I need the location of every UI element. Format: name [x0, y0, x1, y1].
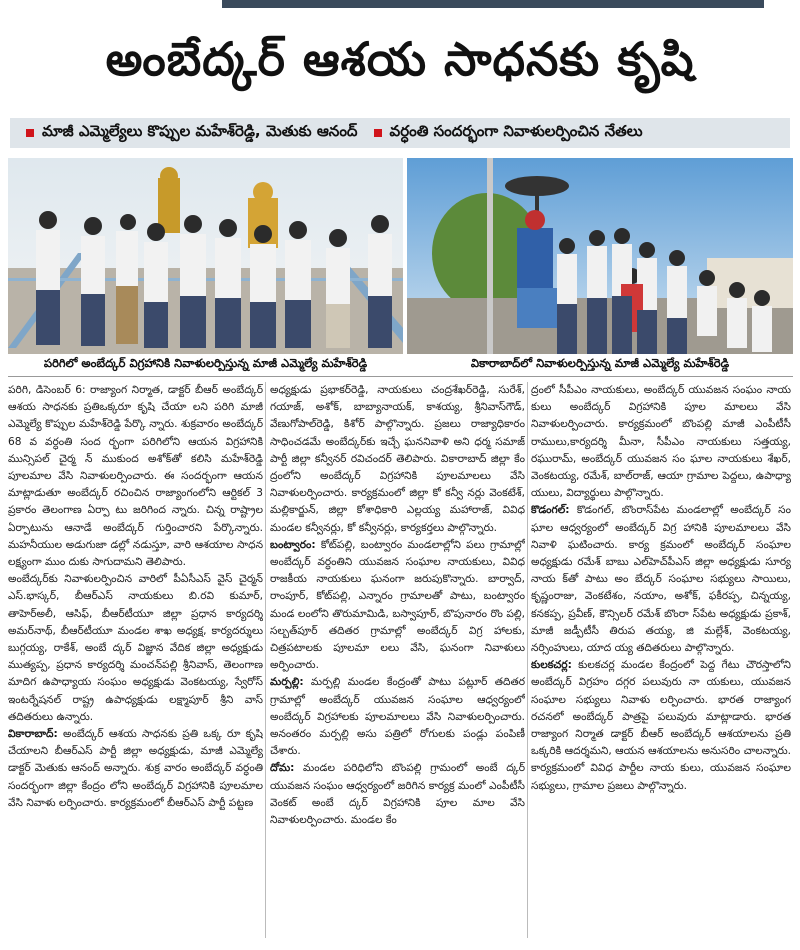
paragraph: పరిగి, డిసెంబర్ 6: రాజ్యాంగ నిర్మాత, డాక్టర్ బీఆర్ అంబేద్కర్ ఆశయ సాధనకు ప్రతిఒక్కరూ కృషి చేయా లని పరిగి మాజీ ఎమ్మెల్యే కొప్పుల మహేశ్‌రెడ్డి పేర్కొ న్నారు. శుక్రవారం అంబేద్కర్ 68 వ వర్ధంతి సంద ర్భంగా పరిగిలోని ఆయన విగ్రహానికి మున్సిపల్ చైర్మ న్ ముకుంద అశోక్‌తో కలిసి మహేశ్‌రెడ్డి పూలమాల వేసి నివాళులర్పించారు. ఈ సందర్భంగా ఆయన మాట్లాడుతూ అంబేద్కర్ రచించిన రాజ్యాంగంలోని ఆర్టికల్ 3 ప్రకారం తెలంగాణ ఏర్పా టు జరిగింద న్నారు. చిన్న రాష్ట్రాల ఏర్పాటును ఆనాడే అంబేద్కర్ గుర్తించారని పేర్కొన్నారు. మహనీయుల అడుగుజా డల్లో నడుస్తూ, వారి ఆశయాల సాధన లక్ష్యంగా ముం దుకు సాగుదామని తెలిపారు. — [8, 384, 263, 569]
column-divider — [527, 382, 528, 938]
divider — [8, 376, 793, 377]
subheading-2: వర్ధంతి సందర్భంగా నివాళులర్పించిన నేతలు — [389, 122, 643, 140]
column-divider — [265, 382, 266, 938]
headline: అంబేద్కర్ ఆశయ సాధనకు కృషి — [105, 32, 695, 86]
article-column-1 — [8, 382, 263, 942]
paragraph: ద్రంలో సీపీఎం నాయకులు, అంబేద్కర్ యువజన సంఘం నాయ కులు అంబేద్కర్ విగ్రహానికి పూల మాలలు వేసి నివాళులర్పించారు. కార్యక్రమంలో బొంపల్లి మాజీ ఎంపీటీసీ రాములు,కార్యదర్శి మీనా, సీపీఎం నాయకులు సత్తయ్య, రఘురామ్, అంబేద్కర్ యువజన సం ఘాల నాయకులు శేఖర్, వెంకటయ్య, రమేశ్, బాల్‌రాజ్, ఆయా గ్రామాల పెద్దలు, ఉపాధ్యా యులు, విద్యార్థులు పాల్గొన్నారు. — [531, 384, 791, 500]
paragraph: దోమ: మండల పరిధిలోని బొంపల్లి గ్రామంలో అంబే ద్కర్ యువజన సంఘం ఆధ్వర్యంలో జరిగిన కార్యక్ర మంలో ఎంపీటీసీ వెంకట్ అంబే ద్కర్ విగ్రహానికి పూల మాల వేసి నివాళులర్పించారు. మండల కేం — [270, 762, 525, 827]
paragraph: అంబేద్కర్‌కు నివాళులర్పించిన వారిలో పీఏసీఎస్ వైస్ చైర్మన్ ఎస్.భాస్కర్, బీఆర్ఎస్ నాయకులు బి.రవి కుమార్, తాహెర్‌అలీ, ఆసిఫ్, బీఆర్‌టీయూ జిల్లా ప్రధాన కార్యదర్శి అమర్‌నాథ్, బీఆర్‌టీయూ మండల శాఖ అధ్యక్ష, కార్యదర్శులు బుగ్గయ్య, రాకేశ్, అంబే ద్కర్ విజ్ఞాన వేదిక జిల్లా అధ్యక్షుడు ముత్యప్ప, ప్రధాన కార్యదర్శి మంచన్‌పల్లి శ్రీనివాస్, తెలంగాణ మాదిగ ఉపాధ్యాయ సంఘం అధ్యక్షుడు వెంకటయ్య, స్వేరోస్ ఇంటర్నేషనల్ రాష్ట్ర ఉపాధ్యక్షుడు లక్ష్మాపూర్ శ్రీని వాస్ తదితరులు ఉన్నారు. — [8, 573, 263, 723]
photo-caption-2: వికారాబాద్‌లో నివాళులర్పిస్తున్న మాజీ ఎమ్మెల్యే మహేశ్‌రెడ్డి — [470, 356, 730, 370]
paragraph: అధ్యక్షుడు ప్రభాకర్‌రెడ్డి, నాయకులు చంద్రశేఖర్‌రెడ్డి, సురేశ్, గయాజ్, అశోక్, బాబ్యానాయక్, కాశయ్య, శ్రీనివాస్‌గౌడ్, వేణుగోపాల్‌రెడ్డి, కిశోర్ పాల్గొన్నారు. ప్రజలు రాజ్యాధికారం సాధించడమే అంబేద్కర్‌కు ఇచ్చే ఘననివాళి అని ధర్మ సమాజ్ పార్టీ జిల్లా కన్వీనర్ రవిచందర్ తెలిపారు. వికారాబాద్ జిల్లా కేం ద్రంలోని అంబేద్కర్ విగ్రహానికి పూలమాలలు వేసి నివాళులర్పించారు. కార్యక్రమంలో జిల్లా కో కన్వీ నర్లు వెంకటేశ్, మల్లికార్జున్, జిల్లా కోశాధికారి ఎల్లయ్య మహారాజ్, వివిధ మండల కన్వీనర్లు, కో కన్వీనర్లు, కార్యకర్తలు పాల్గొన్నారు. — [270, 384, 525, 534]
photo-vikarabad — [407, 158, 793, 354]
article-column-2 — [270, 382, 525, 942]
paragraph: కొడంగల్: కొడంగల్, బొంరాస్‌పేట మండలాల్లో అంబేద్కర్ సం ఘాల ఆధ్వర్యంలో అంబేద్కర్ విగ్ర హానికి పూలమాలలు వేసి నివాళి ఘటించారు. కార్య క్రమంలో అంబేద్కర్ సంఘాల అధ్యక్షుడు రమేశ్ బాబు ఎల్‌హెచ్‌పీఎస్ జిల్లా అధ్యక్షుడు సూర్య నాయ క్‌తో పాటు అం బేద్కర్ సంఘాల సభ్యులు సాయిలు, కృష్ణంరాజు, వెంకటేశం, నయాం, అశోక్, ఫకీరప్ప, చిన్నయ్య, కనకప్ప, ప్రవీణ్, కౌన్సిలర్ రమేశ్ బొంరా స్‌పేట అధ్యక్షుడు ప్రకాశ్, మాజీ జడ్పీటీసీ తిరుప తయ్య, జి మల్లేశ్, వెంకటయ్య, నర్సింహులు, యాద య్య తదితరులు పాల్గొన్నారు. — [531, 504, 791, 655]
paragraph: కులకచర్ల: కులకచర్ల మండల కేంద్రంలో పెద్ద గేటు చౌరస్తాలోని అంబేద్కర్ విగ్రహం దగ్గర పలువురు నా యకులు, యువజన సంఘాల సభ్యులు నివాళు లర్పించారు. భారత రాజ్యాంగ రచనలో అంబేద్కర్ పాత్రపై పలువురు మాట్లాడారు. భారత రాజ్యాంగ నిర్మాత డాక్టర్ బీఆర్ అంబేద్కర్ ఆశయాలను ప్రతి ఒక్కరికి ఆదర్శమని, ఆయన ఆశయాలను అనుసరిం చాలన్నారు. కార్యక్రమంలో వివిధ పార్టీల నాయ కులు, యువజన సంఘాల సభ్యులు, గ్రామాల ప్రజలు పాల్గొన్నారు. — [531, 659, 791, 792]
bullet-square-icon — [374, 129, 382, 137]
subheading-bar — [10, 118, 790, 148]
subheading-1: మాజీ ఎమ్మెల్యేలు కొప్పుల మహేశ్‌రెడ్డి, మెతుకు ఆనంద్ — [42, 122, 358, 140]
article-column-3 — [531, 382, 791, 942]
paragraph: మర్పల్లి: మర్పల్లి మండల కేంద్రంతో పాటు పట్లూర్ తదితర గ్రామాల్లో అంబేద్కర్ యువజన సంఘాల ఆధ్వర్యంలో అంబేద్కర్ విగ్రహాలకు పూలమాలలు వేసి నివాళులర్పించారు. అనంతరం మర్పల్లి అసు పత్రిలో రోగులకు పండ్లు పంపిణీ చేశారు. — [270, 676, 525, 758]
photo-caption-1: పరిగిలో అంబేద్కర్ విగ్రహానికి నివాళులర్పిస్తున్న మాజీ ఎమ్మెల్యే మహేశ్‌రెడ్డి — [43, 356, 368, 370]
paragraph: వికారాబాద్: అంబేద్కర్ ఆశయ సాధనకు ప్రతి ఒక్క రూ కృషి చేయాలని బీఆర్ఎస్ పార్టీ జిల్లా అధ్యక్షుడు, మాజీ ఎమ్మెల్యే డాక్టర్ మెతుకు ఆనంద్ అన్నారు. శుక్ర వారం అంబేద్కర్ వర్ధంతి సందర్భంగా జిల్లా కేంద్రం లోని అంబేద్కర్ విగ్రహానికి పూలమాల వేసి నివాళు లర్పించారు. కార్యక్రమంలో బీఆర్ఎస్ పార్టీ పట్టణ — [8, 728, 263, 809]
top-accent-bar — [222, 0, 764, 8]
photo-parigi — [8, 158, 403, 354]
paragraph: బంట్వారం: కోట్‌పల్లి, బంట్వారం మండలాల్లోని పలు గ్రామాల్లో అంబేద్కర్ వర్ధంతిని యువజన సంఘాల నాయకులు, వివిధ రాజకీయ నాయకులు ఘనంగా జరుపుకొన్నారు. బార్వాద్, రాంపూర్, కోట్‌పల్లి, ఎన్నారం గ్రామాలతో పాటు, బంట్వారం మండ లంలోని తొరుమామిడి, బస్వాపూర్, బొపునారం రొం పల్లి, సల్బత్‌పూర్ తదితర గ్రామాల్లో అంబేద్కర్ విగ్ర హాలకు, చిత్రపటాలకు పూలమా లలు వేసి, ఘనంగా నివాళులు అర్పించారు. — [270, 538, 525, 672]
bullet-square-icon — [26, 129, 34, 137]
